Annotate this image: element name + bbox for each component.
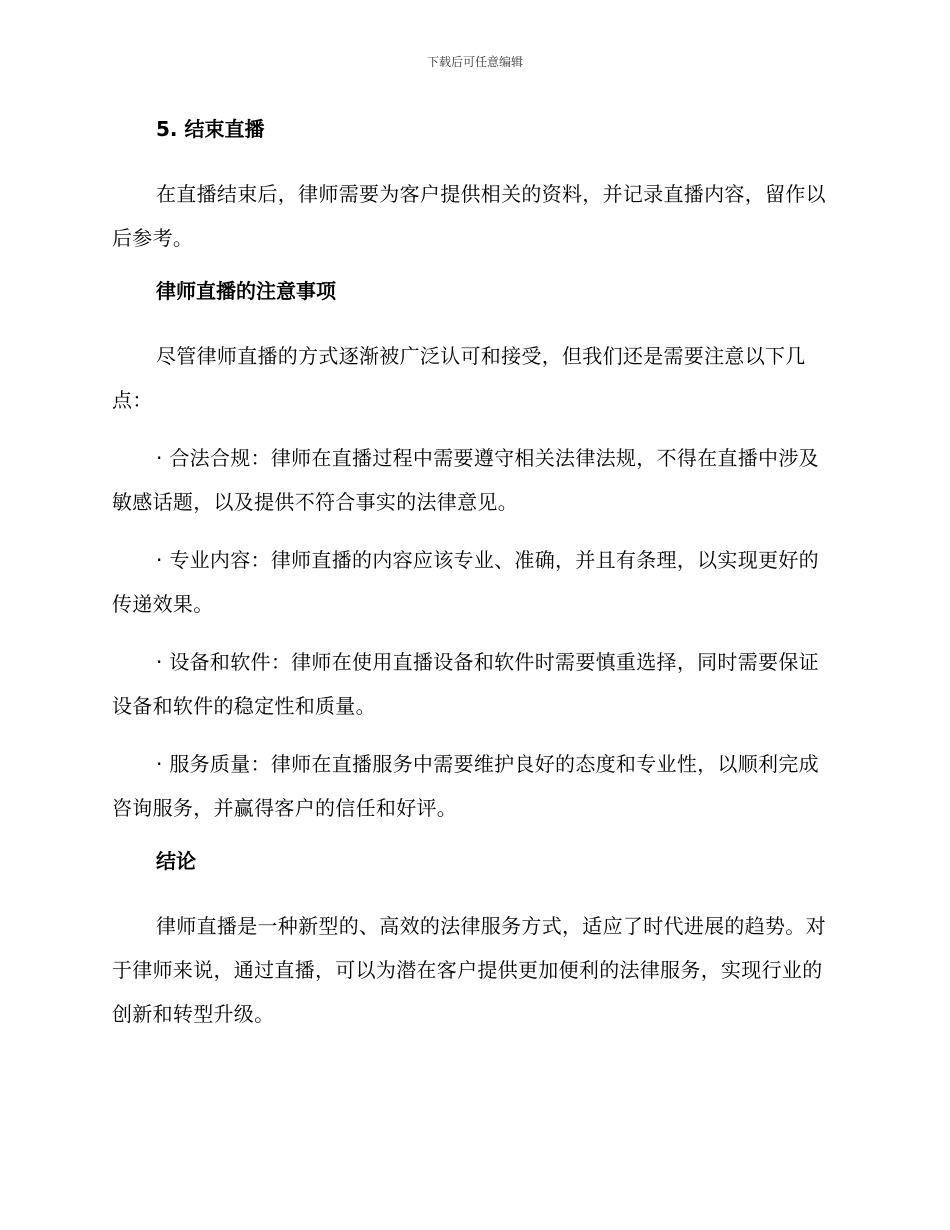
paragraph-notes-intro: 尽管律师直播的方式逐渐被广泛认可和接受，但我们还是需要注意以下几点： bbox=[112, 344, 806, 412]
page-header-note: 下载后可任意编辑 bbox=[426, 55, 523, 69]
heading-conclusion: 结论 bbox=[156, 849, 196, 873]
list-item-equipment-software: · 设备和软件：律师在使用直播设备和软件时需要慎重选择，同时需要保证设备和软件的稳定性和质量。 bbox=[112, 650, 819, 718]
heading-notes: 律师直播的注意事项 bbox=[156, 279, 336, 303]
document-body bbox=[112, 112, 830, 1036]
list-item-professional-content: · 专业内容：律师直播的内容应该专业、准确，并且有条理，以实现更好的传递效果。 bbox=[112, 548, 819, 616]
list-item-service-quality: · 服务质量：律师在直播服务中需要维护良好的态度和专业性，以顺利完成咨询服务，并赢得客户的信任和好评。 bbox=[112, 752, 819, 820]
heading-end-live: 5. 结束直播 bbox=[156, 117, 265, 141]
paragraph-conclusion: 律师直播是一种新型的、高效的法律服务方式，适应了时代进展的趋势。对于律师来说，通过直播，可以为潜在客户提供更加便利的法律服务，实现行业的创新和转型升级。 bbox=[112, 914, 826, 1026]
list-item-legal-compliance: · 合法合规：律师在直播过程中需要遵守相关法律法规，不得在直播中涉及敏感话题，以及提供不符合事实的法律意见。 bbox=[112, 446, 819, 514]
paragraph-end-live: 在直播结束后，律师需要为客户提供相关的资料，并记录直播内容，留作以后参考。 bbox=[112, 182, 826, 250]
